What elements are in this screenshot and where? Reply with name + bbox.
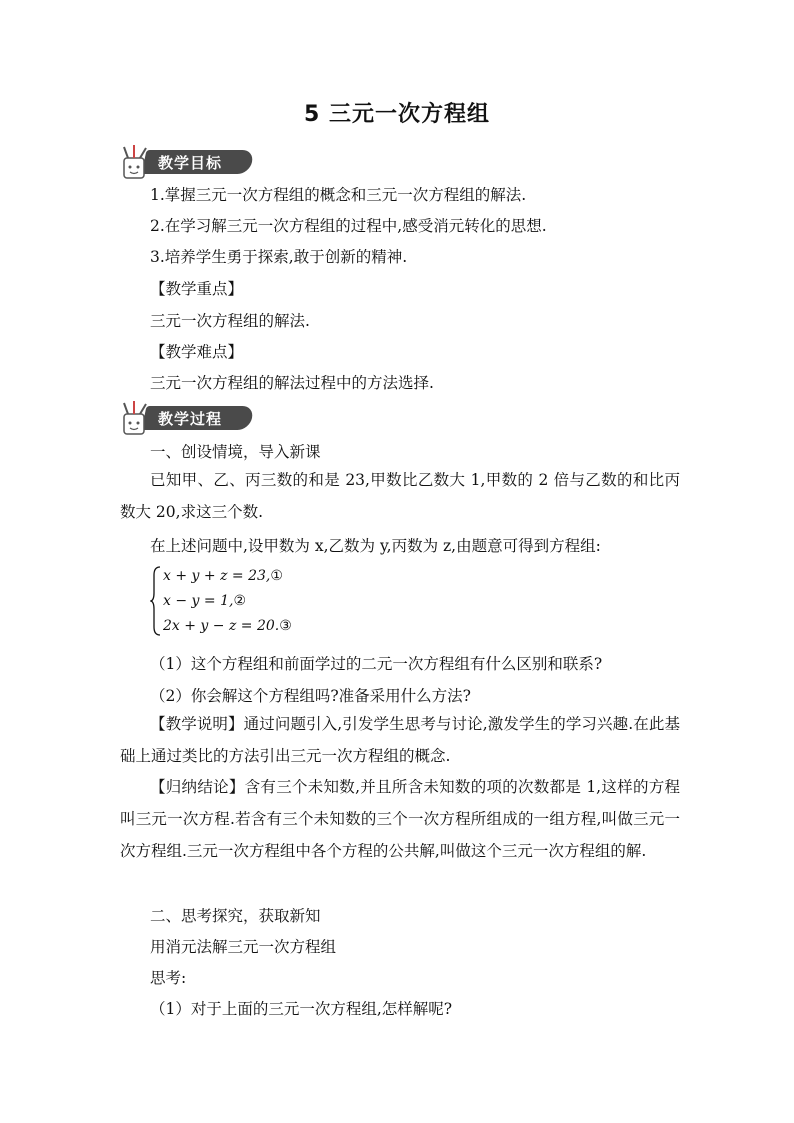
goal-item: 2.在学习解三元一次方程组的过程中,感受消元转化的思想. xyxy=(150,217,547,235)
brace-icon xyxy=(150,565,162,637)
key-point-label: 【教学重点】 xyxy=(150,280,244,298)
equation-2: x − y = 1,② xyxy=(163,593,246,609)
think-question-1: （1）对于上面的三元一次方程组,怎样解呢? xyxy=(150,1000,453,1018)
pencil-cup-icon xyxy=(118,400,158,436)
section-title: 教学目标 xyxy=(158,154,223,172)
problem-paragraph: 已知甲、乙、丙三数的和是 23,甲数比乙数大 1,甲数的 2 倍与乙数的和比丙数大 20,求这三个数. xyxy=(120,471,680,521)
pencil-cup-icon xyxy=(118,144,158,180)
goal-item: 3.培养学生勇于探索,敢于创新的精神. xyxy=(150,248,408,266)
section-title: 教学过程 xyxy=(158,410,223,428)
section-badge-process xyxy=(118,400,258,434)
difficulty: 三元一次方程组的解法过程中的方法选择. xyxy=(150,374,434,392)
equation-1: x + y + z = 23,① xyxy=(163,568,283,584)
method-line: 用消元法解三元一次方程组 xyxy=(150,938,337,956)
equation-3: 2x + y − z = 20.③ xyxy=(163,618,292,634)
part1-heading: 一、创设情境，导入新课 xyxy=(150,443,321,461)
section-badge-goals xyxy=(118,144,258,178)
question-2: （2）你会解这个方程组吗?准备采用什么方法? xyxy=(150,687,471,705)
think-label: 思考: xyxy=(150,969,187,987)
question-1: （1）这个方程组和前面学过的二元一次方程组有什么区别和联系? xyxy=(150,655,603,673)
key-point: 三元一次方程组的解法. xyxy=(150,312,310,330)
goal-item: 1.掌握三元一次方程组的概念和三元一次方程组的解法. xyxy=(150,186,527,204)
difficulty-label: 【教学难点】 xyxy=(150,343,244,361)
part2-heading: 二、思考探究，获取新知 xyxy=(150,907,321,925)
teaching-note: 【教学说明】通过问题引入,引发学生思考与讨论,激发学生的学习兴趣.在此基础上通过类比的方法引出三元一次方程组的概念. xyxy=(120,715,680,765)
page-title: 5 三元一次方程组 xyxy=(304,102,490,127)
conclusion: 【归纳结论】含有三个未知数,并且所含未知数的项的次数都是 1,这样的方程叫三元一次方程.若含有三个未知数的三个一次方程所组成的一组方程,叫做三元一次方程组.三元一次方程组中各个方程的公共解,叫做这个三元一次方程组的解. xyxy=(120,778,680,860)
setup-line: 在上述问题中,设甲数为 x,乙数为 y,丙数为 z,由题意可得到方程组: xyxy=(150,537,601,555)
